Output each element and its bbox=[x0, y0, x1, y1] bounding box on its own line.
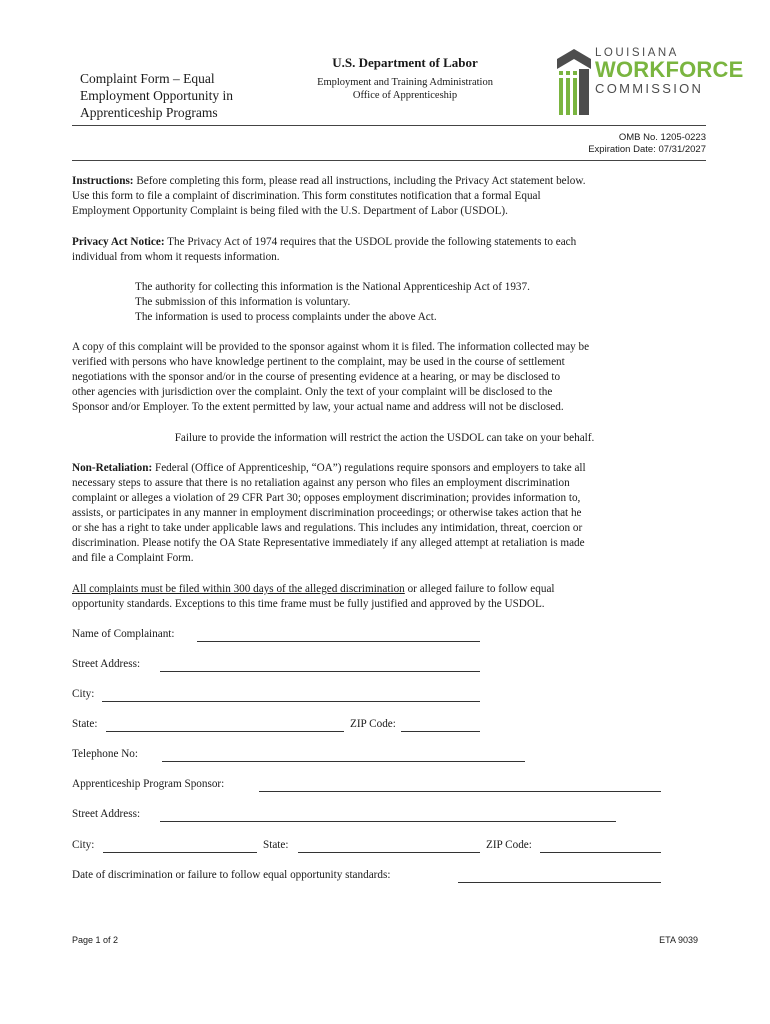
name-label: Name of Complainant: bbox=[72, 628, 175, 640]
paragraph-line: The Privacy Act of 1974 requires that the USDOL provide the following statements to each bbox=[164, 236, 577, 248]
header-divider bbox=[72, 160, 706, 161]
lwc-logo bbox=[555, 47, 744, 117]
sponsor-street-field[interactable] bbox=[160, 821, 616, 822]
name-field[interactable] bbox=[197, 641, 480, 642]
form-title-line: Employment Opportunity in bbox=[80, 88, 233, 103]
paragraph-line: assists, or participates in any manner in employment discrimination proceedings; or otherwise takes action that he bbox=[72, 507, 582, 519]
sub-agency: Employment and Training Administration bbox=[317, 77, 493, 88]
date-field[interactable] bbox=[458, 882, 661, 883]
sponsor-city-field[interactable] bbox=[103, 852, 257, 853]
privacy-statements bbox=[135, 280, 695, 325]
privacy-paragraph bbox=[72, 235, 697, 265]
paragraph-line: Employment Opportunity Complaint is being filed with the U.S. Department of Labor (USDOL). bbox=[72, 205, 508, 217]
paragraph-line: Federal (Office of Apprenticeship, “OA”) regulations require sponsors and employers to take all bbox=[152, 462, 586, 474]
logo-line: LOUISIANA bbox=[595, 47, 679, 59]
city-field[interactable] bbox=[102, 701, 480, 702]
sub-agency: Office of Apprenticeship bbox=[352, 90, 458, 101]
paragraph-line: and file a Complaint Form. bbox=[72, 552, 194, 564]
privacy-statement: The submission of this information is voluntary. bbox=[135, 296, 351, 308]
agency-name: U.S. Department of Labor bbox=[332, 55, 478, 70]
form-title bbox=[80, 70, 233, 121]
omb-block bbox=[588, 132, 706, 156]
instructions-paragraph bbox=[72, 174, 697, 219]
telephone-label: Telephone No: bbox=[72, 748, 139, 760]
paragraph-line: A copy of this complaint will be provided to the sponsor against whom it is filed. The information collected may be bbox=[72, 341, 590, 353]
failure-notice: Failure to provide the information will restrict the action the USDOL can take on your behalf. bbox=[174, 432, 595, 444]
telephone-field[interactable] bbox=[162, 761, 525, 762]
sponsor-state-label: State: bbox=[263, 839, 289, 851]
agency-block bbox=[290, 55, 520, 102]
deadline-underlined: All complaints must be filed within 300 days of the alleged discrimination bbox=[72, 583, 405, 595]
date-label: Date of discrimination or failure to follow equal opportunity standards: bbox=[72, 869, 391, 881]
form-title-line: Complaint Form – Equal bbox=[80, 71, 215, 86]
paragraph-line: Sponsor and/or Employer. To the extent permitted by law, your actual name and address will not be disclosed. bbox=[72, 401, 564, 413]
paragraph-line: Use this form to file a complaint of discrimination. This form constitutes notification that a formal Equal bbox=[72, 190, 541, 202]
sponsor-zip-label: ZIP Code: bbox=[486, 839, 532, 851]
expiration-date: Expiration Date: 07/31/2027 bbox=[588, 144, 706, 155]
deadline-paragraph bbox=[72, 582, 697, 612]
form-title-line: Apprenticeship Programs bbox=[80, 105, 218, 120]
lwc-logo-icon bbox=[555, 47, 593, 117]
zip-code-label: ZIP Code: bbox=[350, 718, 396, 730]
sponsor-field[interactable] bbox=[259, 791, 661, 792]
paragraph-line: individual from whom it requests information. bbox=[72, 251, 280, 263]
logo-line: COMMISSION bbox=[595, 81, 704, 96]
omb-number: OMB No. 1205-0223 bbox=[618, 132, 706, 143]
privacy-statement: The information is used to process complaints under the above Act. bbox=[135, 311, 437, 323]
form-id: ETA 9039 bbox=[659, 935, 698, 945]
sponsor-label: Apprenticeship Program Sponsor: bbox=[72, 778, 225, 790]
state-field[interactable] bbox=[106, 731, 344, 732]
paragraph-line: complaint or alleges a violation of 29 CFR Part 30; opposes employment discrimination; provides information to, bbox=[72, 492, 581, 504]
non-retaliation-heading: Non-Retaliation: bbox=[72, 462, 153, 474]
logo-wordmark bbox=[595, 47, 744, 96]
instructions-heading: Instructions: bbox=[72, 175, 134, 187]
zip-code-field[interactable] bbox=[401, 731, 480, 732]
paragraph-line: negotiations with the sponsor and/or in the course of presenting evidence at a hearing, or may be disclosed to bbox=[72, 371, 561, 383]
street-address-field[interactable] bbox=[160, 671, 480, 672]
paragraph-line: Before completing this form, please read all instructions, including the Privacy Act statement below. bbox=[133, 175, 586, 187]
paragraph-line: other agencies with jurisdiction over the complaint. Only the text of your complaint will be disclosed to the bbox=[72, 386, 553, 398]
privacy-statement: The authority for collecting this information is the National Apprenticeship Act of 1937. bbox=[135, 281, 530, 293]
header-divider bbox=[72, 125, 706, 126]
paragraph-line: discrimination. Please notify the OA State Representative immediately if any alleged attempt at retaliation is made bbox=[72, 537, 585, 549]
paragraph-line: or she has a right to take under applicable laws and regulations. This includes any intimidation, threat, coercion or bbox=[72, 522, 583, 534]
city-label: City: bbox=[72, 688, 95, 700]
non-retaliation-paragraph bbox=[72, 461, 697, 566]
privacy-heading: Privacy Act Notice: bbox=[72, 236, 165, 248]
sponsor-street-label: Street Address: bbox=[72, 808, 141, 820]
state-label: State: bbox=[72, 718, 98, 730]
paragraph-line: necessary steps to assure that there is no retaliation against any person who files an employment discrimination bbox=[72, 477, 570, 489]
sponsor-state-field[interactable] bbox=[298, 852, 480, 853]
paragraph-line: opportunity standards. Exceptions to this time frame must be fully justified and approved by the USDOL. bbox=[72, 598, 545, 610]
sponsor-city-label: City: bbox=[72, 839, 95, 851]
page-number: Page 1 of 2 bbox=[72, 935, 119, 945]
paragraph-line: or alleged failure to follow equal bbox=[404, 583, 555, 595]
disclosure-paragraph bbox=[72, 340, 697, 415]
street-address-label: Street Address: bbox=[72, 658, 141, 670]
logo-line: WORKFORCE bbox=[595, 57, 744, 82]
paragraph-line: verified with persons who have knowledge pertinent to the complaint, may be used in the course of settlement bbox=[72, 356, 565, 368]
sponsor-zip-field[interactable] bbox=[540, 852, 661, 853]
